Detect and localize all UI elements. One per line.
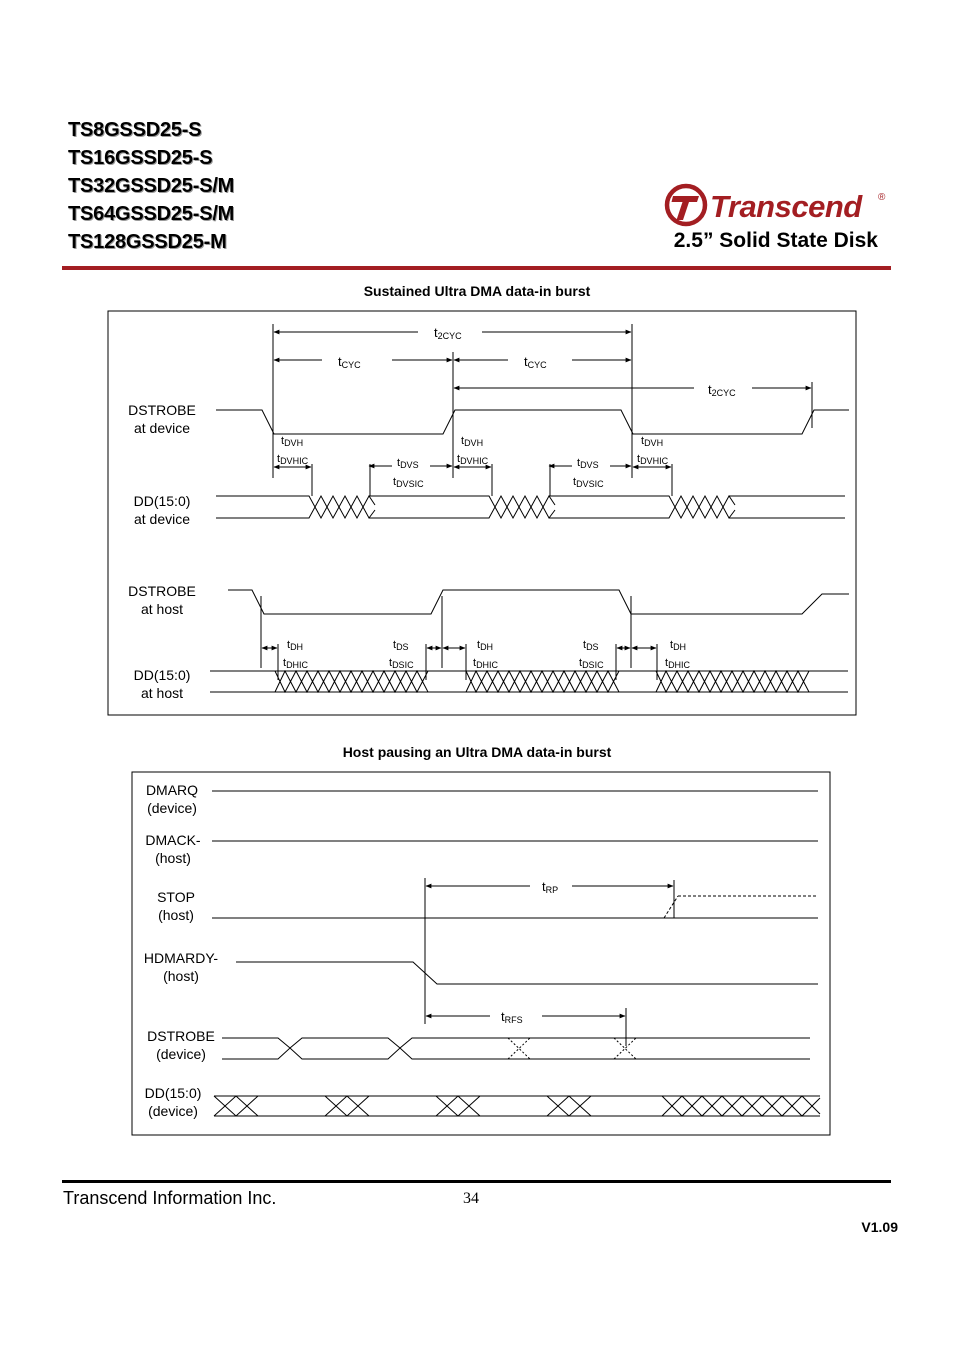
company-name: Transcend Information Inc. [63, 1188, 277, 1208]
figure2-signal-labels [144, 782, 218, 1119]
svg-text:tDVHIC: tDVHIC [637, 453, 669, 466]
model-name: TS64GSSD25-S/M [68, 203, 235, 225]
svg-text:tDVSIC: tDVSIC [393, 476, 424, 489]
svg-text:tDS: tDS [583, 639, 599, 652]
model-name: TS128GSSD25-M [68, 231, 227, 253]
dd-bus2 [214, 1096, 820, 1116]
svg-text:®: ® [878, 192, 886, 203]
svg-text:tRP: tRP [542, 879, 559, 895]
svg-text:tDS: tDS [393, 639, 409, 652]
signal-name: HDMARDY- [143, 950, 219, 966]
model-name: TS8GSSD25-S [68, 119, 202, 141]
svg-text:tDSIC: tDSIC [579, 657, 604, 670]
figure2-frame [132, 772, 830, 1135]
dstrobe-host-wave [228, 590, 849, 614]
model-name: TS16GSSD25-S [68, 147, 213, 169]
signal-sub: (host) [155, 850, 191, 866]
signal-name: STOP [157, 889, 195, 905]
dstrobe-device-wave [216, 410, 849, 434]
version-label: V1.09 [861, 1219, 898, 1235]
svg-text:tDVHIC: tDVHIC [457, 453, 489, 466]
svg-text:tCYC: tCYC [524, 354, 547, 370]
signal-sub: at device [133, 420, 191, 436]
svg-text:tDHIC: tDHIC [283, 657, 309, 670]
product-title: 2.5” Solid State Disk [673, 229, 878, 252]
signal-sub: (device) [147, 800, 197, 816]
brand-name: Transcend [710, 189, 862, 224]
svg-text:tDHIC: tDHIC [473, 657, 499, 670]
signal-name: DSTROBE [128, 402, 196, 418]
signal-sub: (device) [156, 1046, 206, 1062]
signal-name: DSTROBE [147, 1028, 215, 1044]
svg-text:tDVH: tDVH [281, 435, 304, 448]
svg-text:tDVS: tDVS [397, 457, 419, 470]
svg-text:tRFS: tRFS [501, 1009, 523, 1025]
svg-text:tCYC: tCYC [338, 354, 361, 370]
dd-host-bus [210, 671, 848, 692]
signal-name: DD(15:0) [144, 1085, 202, 1101]
signal-sub: (device) [148, 1103, 198, 1119]
signal-name: DMACK- [145, 832, 201, 848]
signal-name: DD(15:0) [133, 667, 191, 683]
footer-rule [62, 1180, 891, 1183]
model-name: TS32GSSD25-S/M [68, 175, 235, 197]
svg-text:tDH: tDH [287, 639, 304, 652]
svg-text:tDVHIC: tDVHIC [277, 453, 309, 466]
page-number: 34 [463, 1190, 479, 1207]
signal-sub: at device [133, 511, 191, 527]
svg-text:t2CYC: t2CYC [708, 382, 736, 398]
figure1-title: Sustained Ultra DMA data-in burst [363, 283, 591, 299]
dstrobe-wave [222, 1038, 810, 1048]
svg-text:tDVH: tDVH [641, 435, 664, 448]
svg-text:tDVH: tDVH [461, 435, 484, 448]
figure1-frame [108, 311, 856, 715]
svg-text:t2CYC: t2CYC [434, 325, 462, 341]
dd-device-bus [216, 496, 845, 518]
signal-sub: (host) [158, 907, 194, 923]
signal-sub: at host [140, 685, 184, 701]
figure1-signal-labels [128, 402, 196, 701]
signal-name: DMARQ [145, 782, 199, 798]
svg-text:tDH: tDH [477, 639, 494, 652]
svg-text:tDHIC: tDHIC [665, 657, 691, 670]
figure2-timing-labels [501, 879, 558, 1025]
svg-text:tDVS: tDVS [577, 457, 599, 470]
signal-sub: at host [140, 601, 184, 617]
svg-text:tDVSIC: tDVSIC [573, 476, 604, 489]
signal-sub: (host) [163, 968, 199, 984]
hdmardy-wave [236, 962, 818, 984]
signal-name: DSTROBE [128, 583, 196, 599]
svg-text:tDSIC: tDSIC [389, 657, 414, 670]
svg-text:tDH: tDH [670, 639, 687, 652]
signal-name: DD(15:0) [133, 493, 191, 509]
figure2-title: Host pausing an Ultra DMA data-in burst [342, 744, 612, 760]
